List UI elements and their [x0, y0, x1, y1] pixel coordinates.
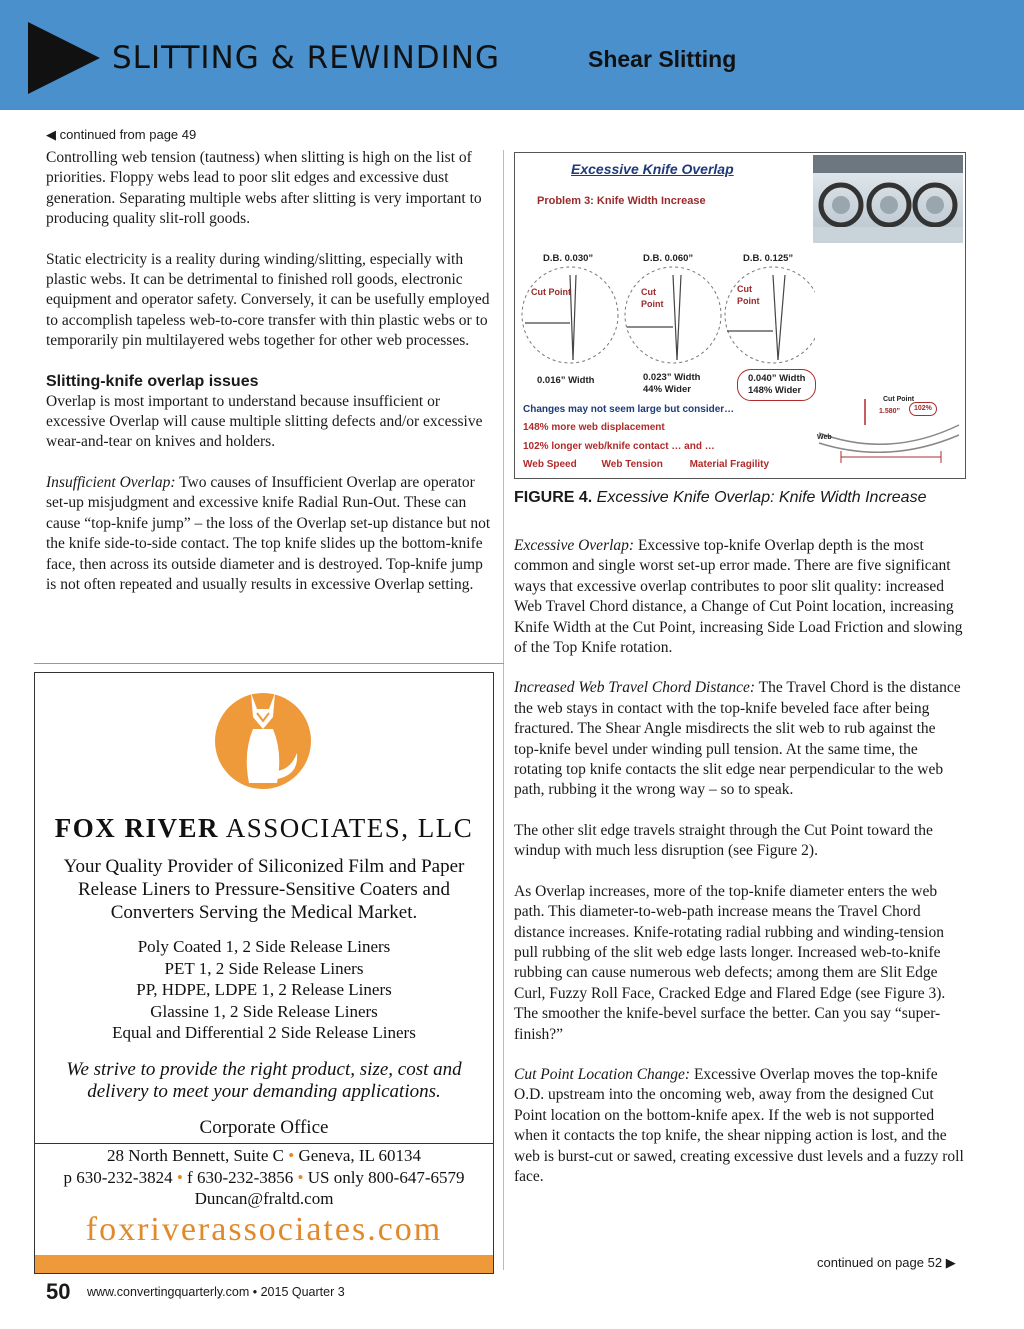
paragraph: Static electricity is a reality during winding/slitting, especially with plastic webs. It can be detrimental to finished roll goods, electronic equipment and operator safety. Conversely, it can be usefully employed to accomplish tapeless web-to-core transfer with thin plastic webs or to temporarily pin multilayered webs together for other web processes.: [46, 250, 490, 350]
play-arrow-icon: [28, 22, 100, 94]
left-arrow-icon: ◀: [46, 127, 56, 142]
ad-divider: [35, 1143, 493, 1144]
db-label: D.B. 0.030”: [543, 253, 594, 264]
paragraph: Increased Web Travel Chord Distance: The Travel Chord is the distance the web stays in contact with the top-knife beveled face after being fractured. The Shear Angle misdirects the slit web to rub against the top-knife bevel under winding pull tension. At the same time, the rotating top knife contacts the slit edge near perpendicular to the web path, rubbing it the wrong way – so to speak.: [514, 679, 961, 799]
diagram-web-label: Web: [817, 434, 832, 441]
paragraph: The other slit edge travels straight through the Cut Point toward the windup with much less disruption (see Figure 2).: [514, 821, 933, 860]
paragraph: Controlling web tension (tautness) when slitting is high on the list of priorities. Floppy webs lead to poor slit edges and excessive dust generation. Separating multiple webs after slitting is very important to producing quality slit-roll goods.: [46, 149, 482, 228]
knife-circles-diagram: [515, 265, 815, 375]
diagram-cut-point: Cut Point: [883, 396, 915, 403]
figure-4: [514, 152, 966, 479]
list-item: Glassine 1, 2 Side Release Liners: [150, 1001, 378, 1021]
column-divider: [503, 150, 504, 1270]
db-label: D.B. 0.060”: [643, 253, 694, 264]
knife-photo-drawing: [813, 155, 963, 243]
paragraph: Cut Point Location Change: Excessive Overlap moves the top-knife O.D. upstream into the oncoming web, away from the designed Cut Point location on the bottom-knife apex. If the web is not supported when it contacts the top knife, the shear nipping action is lost, and the web is burst-cut or sawed, creating excessive dust levels and a fuzzy roll face.: [514, 1065, 964, 1185]
paragraph: Excessive Overlap: Excessive top-knife Overlap depth is the most common and single worst set-up error made. There are five significant ways that excessive overlap contributes to poor slit quality: increased Web Travel Chord distance, a Change of Cut Point location, increasing Knife Width at the Cut Point, increasing Side Load Friction and slowing of the Top Knife rotation.: [514, 537, 963, 657]
list-item: Poly Coated 1, 2 Side Release Liners: [137, 937, 391, 956]
cut-point-label: Cut Point: [737, 284, 760, 306]
ad-company-name: FOX RIVER ASSOCIATES, LLC: [54, 813, 474, 843]
figure-title: Excessive Knife Overlap: [571, 161, 734, 177]
fox-river-ad: [34, 672, 494, 1274]
figure-note: Changes may not seem large but consider…: [523, 404, 735, 415]
section-heading: Slitting-knife overlap issues: [46, 372, 259, 390]
paragraph: Overlap is most important to understand because insufficient or excessive Overlap will cause multiple slitting defects and/or excessive wear-and-tear on knives and holders.: [46, 392, 483, 451]
right-column: [514, 536, 964, 1207]
section-subtitle: Shear Slitting: [588, 46, 737, 72]
ad-tagline: Your Quality Provider of Siliconized Film and Paper Release Liners to Pressure-Sensitive Coaters and Converters Serving the Medical Market.: [63, 856, 465, 923]
figure-note: Web Speed Web Tension Material Fragility: [523, 459, 770, 470]
list-item: PP, HDPE, LDPE 1, 2 Release Liners: [136, 980, 392, 999]
paragraph: As Overlap increases, more of the top-knife diameter enters the web path. This diameter-to-web-path increase means the Travel Chord distance increases. Knife-rotating radial rubbing and winding-tension pull rubbing of the slit web edge lasts longer. Increased web-to-knife rubbing can cause numerous web defects; among them are Slit Edge Curl, Fuzzy Roll Face, Cracked Edge and Flared Edge (see Figure 3). The smoother the knife-bevel surface the better. Can you say “super-finish?”: [514, 882, 946, 1043]
continued-from: ◀ continued from page 49: [46, 127, 197, 142]
page-footer: [46, 1279, 345, 1305]
ad-slogan: We strive to provide the right product, size, cost and delivery to meet your demanding applications.: [66, 1059, 462, 1102]
page-number: 50: [46, 1279, 71, 1304]
width-label: 0.016” Width: [537, 375, 595, 386]
diagram-percent: 102%: [909, 402, 937, 416]
ad-email[interactable]: Duncan@fraltd.com: [194, 1189, 334, 1208]
right-arrow-icon: ▶: [945, 1255, 956, 1270]
cut-point-label: Cut Point: [531, 287, 571, 297]
ad-corporate-office: Corporate Office: [199, 1117, 329, 1138]
ad-website[interactable]: foxriverassociates.com: [85, 1211, 443, 1248]
ad-bottom-bar: [35, 1255, 493, 1273]
paragraph: Insufficient Overlap: Two causes of Insufficient Overlap are operator set-up misjudgment and excessive knife Radial Run-Out. These can cause “top-knife jump” – the loss of the Overlap set-up distance but not the knife side-to-side contact. The top knife slides up the bottom-knife face, then across its outside diameter and is destroyed. Top-knife jump is not often repeated and usually results in excessive Overlap setting.: [46, 473, 491, 593]
diagram-dimension: 1.580”: [879, 408, 901, 415]
width-label-highlight: 0.040” Width 148% Wider: [737, 369, 816, 401]
width-label: 0.023” Width 44% Wider: [643, 372, 701, 395]
list-item: Equal and Differential 2 Side Release Liners: [112, 1023, 416, 1042]
db-label: D.B. 0.125”: [743, 253, 794, 264]
list-item: PET 1, 2 Side Release Liners: [164, 958, 364, 978]
figure-note: 148% more web displacement: [523, 422, 665, 433]
footer-text: www.convertingquarterly.com • 2015 Quarter 3: [86, 1285, 345, 1299]
ad-top-rule: [34, 663, 504, 664]
ad-address: 28 North Bennett, Suite C • Geneva, IL 60134 p 630-232-3824 • f 630-232-3856 • US only 800-647-6579 Duncan@fraltd.com: [35, 1145, 493, 1210]
figure-note: 102% longer web/knife contact … and …: [523, 441, 715, 452]
figure-caption: FIGURE 4. Excessive Knife Overlap: Knife Width Increase: [514, 489, 927, 506]
fox-logo-icon: [213, 683, 313, 793]
section-title: SLITTING & REWINDING: [112, 40, 500, 76]
left-column: [46, 148, 494, 615]
ad-product-list: [45, 936, 483, 1044]
header-banner: [0, 0, 1024, 110]
figure-subtitle: Problem 3: Knife Width Increase: [537, 195, 706, 207]
continued-on: continued on page 52 ▶: [817, 1255, 956, 1270]
knife-photo: [813, 155, 963, 243]
cut-point-label: Cut Point: [641, 287, 664, 309]
